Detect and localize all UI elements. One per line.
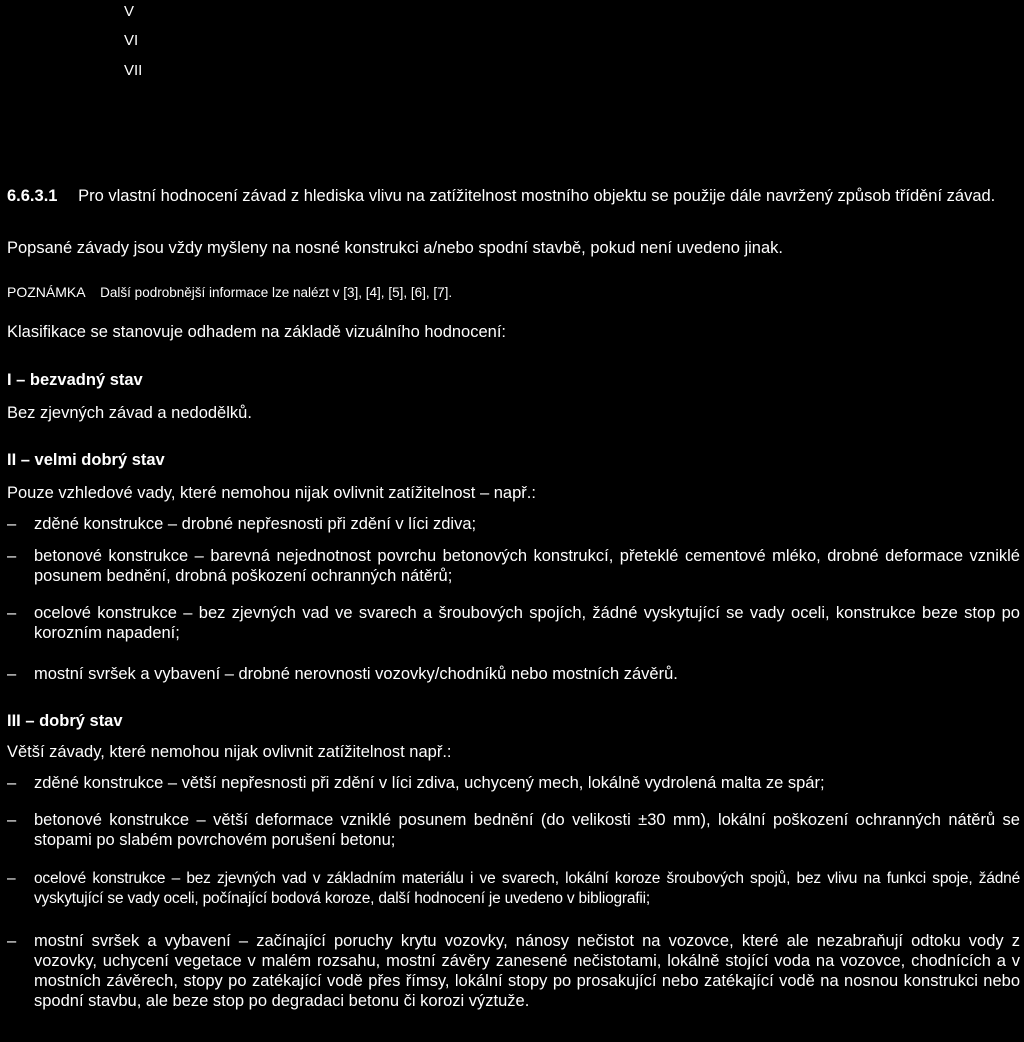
class-description: Bez zjevných závad a nedodělků. [7, 404, 252, 422]
roman-item: V [124, 3, 135, 20]
list-item: – ocelové konstrukce – bez zjevných vad ve svarech a šroubových spojích, žádné vyskytující se vady oceli, konstrukce beze stop po korozním napadení; [7, 604, 1020, 642]
list-item: – zděné konstrukce – drobné nepřesnosti při zdění v líci zdiva; [7, 515, 477, 533]
class-heading: I – bezvadný stav [7, 371, 143, 389]
section-intro-text: Pro vlastní hodnocení závad z hlediska vlivu na zatížitelnost mostního objektu se použije dále navržený způsob třídění závad. [78, 187, 996, 205]
list-item: – zděné konstrukce – větší nepřesnosti při zdění v líci zdiva, uchycený mech, lokálně vydrolená malta ze spár; [7, 774, 825, 792]
list-item: – betonové konstrukce – barevná nejednotnost povrchu betonových konstrukcí, přeteklé cementové mléko, drobné deformace vzniklé posunem bednění, drobná poškození ochranných nátěrů; [7, 547, 1020, 585]
class-description: Větší závady, které nemohou nijak ovlivnit zatížitelnost např.: [7, 743, 452, 761]
note-label: POZNÁMKA [7, 284, 86, 300]
note-paragraph: Popsané závady jsou vždy myšleny na nosné konstrukci a/nebo spodní stavbě, pokud není uvedeno jinak. [7, 239, 783, 257]
list-item: – ocelové konstrukce – bez zjevných vad v základním materiálu i ve svarech, lokální koroze šroubových spojů, bez vlivu na funkci spoje, žádné vyskytující se vady oceli, počínající bodová koroze, další hodnocení je uvedeno v bibliografii; [7, 870, 1020, 907]
note [7, 282, 1018, 303]
roman-item: VI [124, 32, 139, 49]
list-item: – mostní svršek a vybavení – drobné nerovnosti vozovky/chodníků nebo mostních závěrů. [7, 665, 678, 683]
note-text: Další podrobnější informace lze nalézt v [3], [4], [5], [6], [7]. [100, 285, 453, 300]
class-heading: III – dobrý stav [7, 712, 123, 730]
classification-text: Klasifikace se stanovuje odhadem na základě vizuálního hodnocení: [7, 323, 506, 341]
section-intro [7, 186, 1018, 206]
section-number: 6.6.3.1 [7, 187, 58, 205]
class-heading: II – velmi dobrý stav [7, 451, 165, 469]
list-item: – betonové konstrukce – větší deformace vzniklé posunem bednění (do velikosti ±30 mm), lokální poškození ochranných nátěrů se stopami po slabém povrchovém porušení betonu; [7, 811, 1020, 849]
roman-item: VII [124, 62, 143, 79]
class-description: Pouze vzhledové vady, které nemohou nijak ovlivnit zatížitelnost – např.: [7, 484, 536, 502]
list-item: – mostní svršek a vybavení – začínající poruchy krytu vozovky, nánosy nečistot na vozovce, které ale nezabraňují odtoku vody z vozovky, uchycení vegetace v malém rozsahu, mostní závěry zanesené nečistotami, lokálně stojící voda na vozovce, chodnících a v mostních závěrech, stopy po zatékající vodě přes římsy, lokální stopy po prosakující nebo zatékající vodě na nosnou konstrukci nebo spodní stavbu, ale beze stop po degradaci betonu či korozi výztuže. [7, 932, 1020, 1010]
